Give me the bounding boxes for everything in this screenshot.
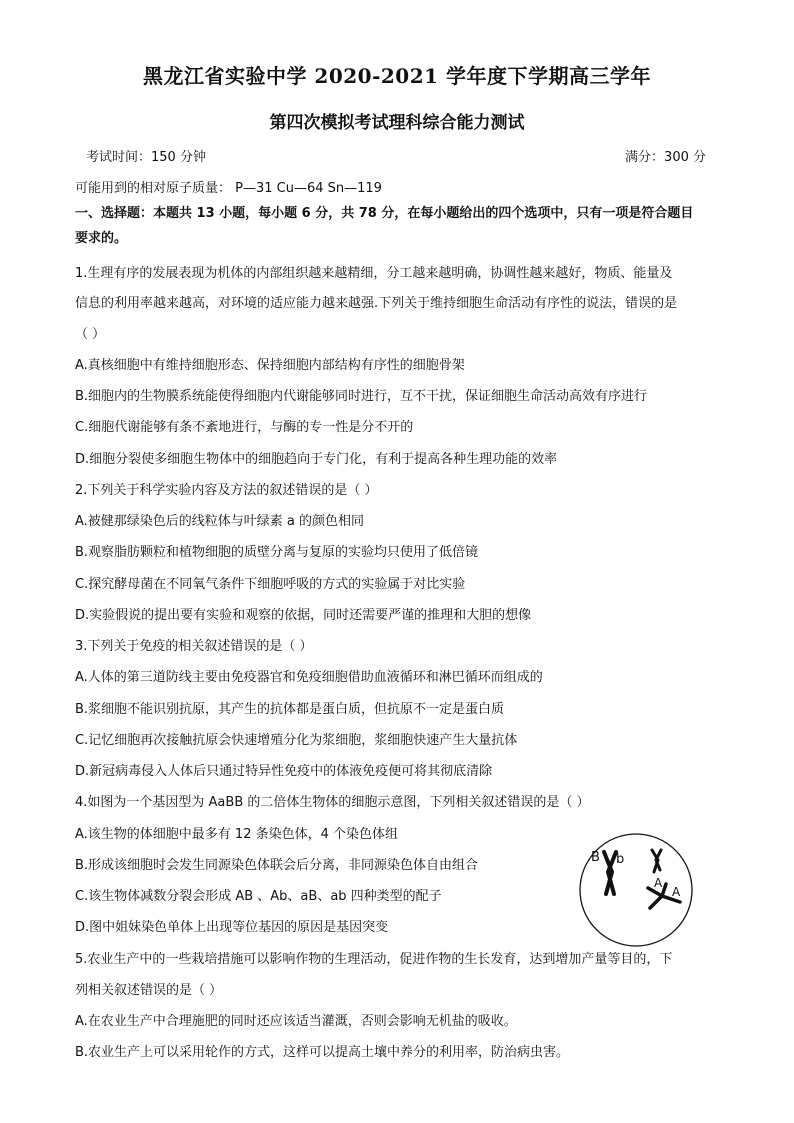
label-a-2: A xyxy=(672,885,681,899)
q3-option-a: A.人体的第三道防线主要由免疫器官和免疫细胞借助血液循环和淋巴循环而组成的 xyxy=(75,670,543,685)
label-b-upper: B xyxy=(591,850,600,865)
q4-option-d: D.图中姐妹染色单体上出现等位基因的原因是基因突变 xyxy=(75,920,389,935)
q3-stem: 3.下列关于免疫的相关叙述错误的是（ ） xyxy=(75,639,313,654)
label-b-lower: b xyxy=(616,852,625,867)
q1-option-c: C.细胞代谢能够有条不紊地进行，与酶的专一性是分不开的 xyxy=(75,420,414,435)
q3-option-b: B.浆细胞不能识别抗原，其产生的抗体都是蛋白质，但抗原不一定是蛋白质 xyxy=(75,702,505,717)
q4-option-a: A.该生物的体细胞中最多有 12 条染色体，4 个染色体组 xyxy=(75,827,399,842)
q4-option-b: B.形成该细胞时会发生同源染色体联会后分离，非同源染色体自由组合 xyxy=(75,858,479,873)
q1-option-d: D.细胞分裂使多细胞生物体中的细胞趋向于专门化，有利于提高各种生理功能的效率 xyxy=(75,452,558,467)
q2-option-c: C.探究酵母菌在不同氧气条件下细胞呼吸的方式的实验属于对比实验 xyxy=(75,577,466,592)
chromosome-bb xyxy=(604,852,616,894)
q2-stem: 2.下列关于科学实验内容及方法的叙述错误的是（ ） xyxy=(75,483,378,498)
full-score: 满分：300 分 xyxy=(625,150,706,165)
section-heading-line1: 一、选择题：本题共 13 小题，每小题 6 分，共 78 分，在每小题给出的四个选项中，只有一项是符合题目 xyxy=(75,206,694,221)
q4-option-c: C.该生物体减数分裂会形成 AB 、Ab、aB、ab 四种类型的配子 xyxy=(75,889,442,904)
section-heading-line2: 要求的。 xyxy=(75,231,128,246)
exam-subtitle: 第四次模拟考试理科综合能力测试 xyxy=(269,113,525,133)
q5-option-a: A.在农业生产中合理施肥的同时还应该适当灌溉，否则会影响无机盐的吸收。 xyxy=(75,1014,517,1029)
q5-stem-line1: 5.农业生产中的一些栽培措施可以影响作物的生理活动，促进作物的生长发育，达到增加产量等目的，下 xyxy=(75,952,673,967)
q1-stem-line2: 信息的利用率越来越高，对环境的适应能力越来越强.下列关于维持细胞生命活动有序性的说法，错误的是 xyxy=(75,296,678,311)
q4-stem: 4.如图为一个基因型为 AaBB 的二倍体生物体的细胞示意图，下列相关叙述错误的是（ ） xyxy=(75,795,590,810)
q1-stem-line3: （ ） xyxy=(75,327,106,342)
q2-option-d: D.实验假说的提出要有实验和观察的依据，同时还需要严谨的推理和大胆的想像 xyxy=(75,608,532,623)
atomic-masses: 可能用到的相对原子质量： P—31 Cu—64 Sn—119 xyxy=(75,181,382,196)
q5-option-b: B.农业生产上可以采用轮作的方式，这样可以提高土壤中养分的利用率，防治病虫害。 xyxy=(75,1045,570,1060)
q3-option-c: C.记忆细胞再次接触抗原会快速增殖分化为浆细胞，浆细胞快速产生大量抗体 xyxy=(75,733,518,748)
q2-option-a: A.被健那绿染色后的线粒体与叶绿素 a 的颜色相同 xyxy=(75,514,365,529)
chromosome-small xyxy=(652,850,661,872)
cell-diagram xyxy=(576,830,696,950)
q2-option-b: B.观察脂肪颗粒和植物细胞的质壁分离与复原的实验均只使用了低倍镜 xyxy=(75,545,479,560)
exam-title: 黑龙江省实验中学 2020-2021 学年度下学期高三学年 xyxy=(142,64,652,88)
q1-stem-line1: 1.生理有序的发展表现为机体的内部组织越来越精细，分工越来越明确，协调性越来越好，物质、能量及 xyxy=(75,266,673,281)
q5-stem-line2: 列相关叙述错误的是（ ） xyxy=(75,983,223,998)
q1-option-b: B.细胞内的生物膜系统能使得细胞内代谢能够同时进行，互不干扰，保证细胞生命活动高效有序进行 xyxy=(75,389,648,404)
q3-option-d: D.新冠病毒侵入人体后只通过特异性免疫中的体液免疫便可将其彻底清除 xyxy=(75,764,493,779)
label-a-1: A xyxy=(654,876,663,890)
exam-time: 考试时间：150 分钟 xyxy=(86,150,206,165)
q1-option-a: A.真核细胞中有维持细胞形态、保持细胞内部结构有序性的细胞骨架 xyxy=(75,358,465,373)
